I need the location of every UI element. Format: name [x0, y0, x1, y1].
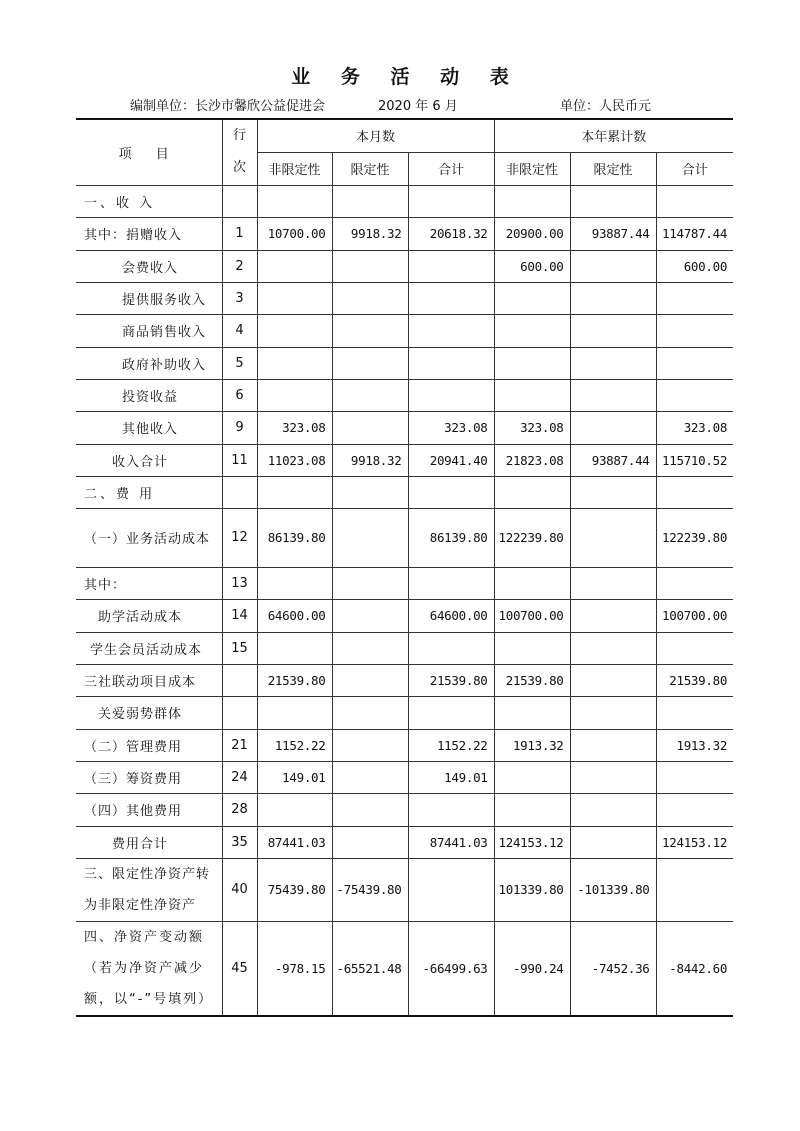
- cell-year-restricted: -7452.36: [570, 921, 656, 1016]
- cell-month-total: 149.01: [408, 761, 494, 793]
- business-activity-table: [76, 118, 733, 1017]
- cell-month-unrestricted: -978.15: [257, 921, 332, 1016]
- cell-month-total: [408, 793, 494, 826]
- currency-unit: 单位：人民币元: [560, 99, 652, 114]
- cell-year-unrestricted: [494, 185, 570, 217]
- cell-month-total: [408, 250, 494, 282]
- cell-year-restricted: [570, 379, 656, 411]
- cell-year-total: [656, 379, 733, 411]
- cell-year-total: [656, 282, 733, 314]
- cell-year-total: 124153.12: [656, 826, 733, 858]
- header-line-no: 行次: [222, 119, 257, 185]
- cell-month-restricted: [332, 476, 408, 508]
- table-row: [76, 508, 733, 567]
- row-label: 其中：捐赠收入: [76, 217, 222, 250]
- table-row: [76, 185, 733, 217]
- cell-year-unrestricted: [494, 567, 570, 599]
- cell-month-unrestricted: [257, 632, 332, 664]
- cell-year-total: [656, 696, 733, 729]
- cell-month-restricted: [332, 793, 408, 826]
- header-month-restricted: 限定性: [332, 152, 408, 185]
- cell-year-restricted: [570, 282, 656, 314]
- cell-year-total: [656, 858, 733, 921]
- row-label: 四、净资产变动额（若为净资产减少额，以“-”号填列）: [76, 921, 222, 1016]
- cell-year-total: 114787.44: [656, 217, 733, 250]
- cell-month-restricted: -75439.80: [332, 858, 408, 921]
- cell-year-unrestricted: [494, 282, 570, 314]
- row-line-no: 1: [222, 217, 257, 250]
- cell-month-unrestricted: [257, 347, 332, 379]
- cell-year-total: [656, 793, 733, 826]
- cell-year-total: [656, 347, 733, 379]
- cell-year-total: 21539.80: [656, 664, 733, 696]
- cell-month-unrestricted: 75439.80: [257, 858, 332, 921]
- cell-month-total: -66499.63: [408, 921, 494, 1016]
- cell-month-restricted: [332, 185, 408, 217]
- row-label: 三、限定性净资产转为非限定性净资产: [76, 858, 222, 921]
- cell-year-restricted: -101339.80: [570, 858, 656, 921]
- cell-year-unrestricted: 124153.12: [494, 826, 570, 858]
- cell-year-total: 323.08: [656, 411, 733, 444]
- row-line-no: 6: [222, 379, 257, 411]
- table-row: [76, 347, 733, 379]
- row-label: 会费收入: [76, 250, 222, 282]
- cell-year-restricted: [570, 250, 656, 282]
- cell-month-restricted: [332, 632, 408, 664]
- cell-year-total: -8442.60: [656, 921, 733, 1016]
- cell-year-unrestricted: 101339.80: [494, 858, 570, 921]
- cell-year-restricted: [570, 314, 656, 347]
- cell-year-restricted: [570, 826, 656, 858]
- cell-year-restricted: [570, 664, 656, 696]
- cell-month-unrestricted: [257, 696, 332, 729]
- cell-year-unrestricted: [494, 761, 570, 793]
- cell-year-restricted: [570, 185, 656, 217]
- cell-month-restricted: [332, 282, 408, 314]
- table-row: [76, 632, 733, 664]
- cell-month-restricted: 9918.32: [332, 217, 408, 250]
- cell-month-unrestricted: 149.01: [257, 761, 332, 793]
- cell-month-unrestricted: 86139.80: [257, 508, 332, 567]
- row-label: 关爱弱势群体: [76, 696, 222, 729]
- cell-month-total: 20941.40: [408, 444, 494, 476]
- cell-month-total: [408, 476, 494, 508]
- row-label: 收入合计: [76, 444, 222, 476]
- cell-year-unrestricted: [494, 632, 570, 664]
- cell-month-restricted: [332, 664, 408, 696]
- cell-year-restricted: [570, 793, 656, 826]
- cell-year-total: 1913.32: [656, 729, 733, 761]
- cell-year-total: [656, 567, 733, 599]
- cell-month-total: [408, 632, 494, 664]
- row-line-no: 13: [222, 567, 257, 599]
- row-line-no: [222, 664, 257, 696]
- row-line-no: 5: [222, 347, 257, 379]
- cell-month-unrestricted: [257, 282, 332, 314]
- row-label: 费用合计: [76, 826, 222, 858]
- cell-month-unrestricted: 1152.22: [257, 729, 332, 761]
- cell-month-restricted: [332, 379, 408, 411]
- table-row: [76, 567, 733, 599]
- cell-year-unrestricted: 100700.00: [494, 599, 570, 632]
- cell-month-total: [408, 696, 494, 729]
- row-label: （二）管理费用: [76, 729, 222, 761]
- row-line-no: 24: [222, 761, 257, 793]
- cell-month-unrestricted: [257, 476, 332, 508]
- row-line-no: 21: [222, 729, 257, 761]
- header-year: 本年累计数: [494, 119, 733, 152]
- header-month-unrestricted: 非限定性: [257, 152, 332, 185]
- cell-year-unrestricted: [494, 793, 570, 826]
- header-month-total: 合计: [408, 152, 494, 185]
- report-title: 业 务 活 动 表: [291, 66, 521, 88]
- cell-month-restricted: [332, 314, 408, 347]
- cell-month-restricted: -65521.48: [332, 921, 408, 1016]
- cell-month-total: [408, 858, 494, 921]
- row-line-no: 3: [222, 282, 257, 314]
- row-label: 投资收益: [76, 379, 222, 411]
- cell-year-total: 122239.80: [656, 508, 733, 567]
- row-label: 其中：: [76, 567, 222, 599]
- compiling-unit: 编制单位：长沙市馨欣公益促进会: [130, 99, 326, 114]
- row-line-no: 14: [222, 599, 257, 632]
- header-year-unrestricted: 非限定性: [494, 152, 570, 185]
- cell-month-total: [408, 185, 494, 217]
- cell-year-total: 115710.52: [656, 444, 733, 476]
- cell-month-restricted: [332, 696, 408, 729]
- cell-year-restricted: [570, 411, 656, 444]
- cell-year-restricted: [570, 476, 656, 508]
- cell-year-unrestricted: 323.08: [494, 411, 570, 444]
- cell-month-unrestricted: [257, 793, 332, 826]
- cell-month-total: [408, 567, 494, 599]
- cell-month-total: [408, 314, 494, 347]
- cell-month-total: 323.08: [408, 411, 494, 444]
- cell-year-unrestricted: [494, 347, 570, 379]
- cell-month-restricted: [332, 567, 408, 599]
- table-row: [76, 379, 733, 411]
- cell-year-restricted: [570, 508, 656, 567]
- table-row: [76, 696, 733, 729]
- cell-year-unrestricted: 122239.80: [494, 508, 570, 567]
- table-row: [76, 411, 733, 444]
- cell-month-total: 21539.80: [408, 664, 494, 696]
- table-row: [76, 250, 733, 282]
- table-row: [76, 664, 733, 696]
- header-year-total: 合计: [656, 152, 733, 185]
- cell-year-restricted: [570, 599, 656, 632]
- row-line-no: 2: [222, 250, 257, 282]
- cell-year-unrestricted: 1913.32: [494, 729, 570, 761]
- cell-year-restricted: 93887.44: [570, 444, 656, 476]
- cell-year-unrestricted: [494, 379, 570, 411]
- row-line-no: 45: [222, 921, 257, 1016]
- report-period: 2020 年 6 月: [378, 99, 458, 114]
- table-row: [76, 282, 733, 314]
- table-row: [76, 599, 733, 632]
- row-label: 提供服务收入: [76, 282, 222, 314]
- cell-month-unrestricted: 10700.00: [257, 217, 332, 250]
- cell-year-unrestricted: [494, 696, 570, 729]
- row-line-no: 35: [222, 826, 257, 858]
- cell-month-total: 1152.22: [408, 729, 494, 761]
- row-line-no: [222, 696, 257, 729]
- row-line-no: [222, 476, 257, 508]
- cell-year-restricted: [570, 347, 656, 379]
- cell-month-total: [408, 282, 494, 314]
- cell-month-restricted: [332, 599, 408, 632]
- cell-year-restricted: [570, 567, 656, 599]
- cell-month-total: [408, 379, 494, 411]
- cell-month-unrestricted: 323.08: [257, 411, 332, 444]
- cell-month-unrestricted: [257, 185, 332, 217]
- table-row: [76, 314, 733, 347]
- cell-month-restricted: [332, 508, 408, 567]
- cell-month-unrestricted: 21539.80: [257, 664, 332, 696]
- cell-month-total: [408, 347, 494, 379]
- table-row: [76, 921, 733, 1016]
- cell-month-unrestricted: [257, 314, 332, 347]
- table-row: [76, 217, 733, 250]
- cell-month-restricted: [332, 411, 408, 444]
- cell-month-total: 64600.00: [408, 599, 494, 632]
- row-label: 其他收入: [76, 411, 222, 444]
- table-row: [76, 858, 733, 921]
- header-item: 项 目: [76, 119, 222, 185]
- row-label: 助学活动成本: [76, 599, 222, 632]
- row-label: 一、收 入: [76, 185, 222, 217]
- row-label: 政府补助收入: [76, 347, 222, 379]
- cell-month-restricted: [332, 761, 408, 793]
- cell-month-unrestricted: [257, 567, 332, 599]
- row-label: 三社联动项目成本: [76, 664, 222, 696]
- cell-month-total: 20618.32: [408, 217, 494, 250]
- cell-year-total: 600.00: [656, 250, 733, 282]
- row-label: （一）业务活动成本: [76, 508, 222, 567]
- cell-year-total: [656, 476, 733, 508]
- cell-year-restricted: 93887.44: [570, 217, 656, 250]
- row-label: 商品销售收入: [76, 314, 222, 347]
- cell-year-unrestricted: [494, 476, 570, 508]
- table-row: [76, 444, 733, 476]
- table-row: [76, 793, 733, 826]
- table-row: [76, 729, 733, 761]
- cell-year-restricted: [570, 761, 656, 793]
- header-month: 本月数: [257, 119, 494, 152]
- cell-month-total: 86139.80: [408, 508, 494, 567]
- cell-month-unrestricted: 11023.08: [257, 444, 332, 476]
- cell-year-unrestricted: 20900.00: [494, 217, 570, 250]
- table-row: [76, 761, 733, 793]
- row-line-no: 12: [222, 508, 257, 567]
- row-label: （四）其他费用: [76, 793, 222, 826]
- cell-month-restricted: [332, 250, 408, 282]
- row-line-no: 9: [222, 411, 257, 444]
- cell-month-total: 87441.03: [408, 826, 494, 858]
- cell-year-unrestricted: 600.00: [494, 250, 570, 282]
- row-label: 学生会员活动成本: [76, 632, 222, 664]
- cell-year-restricted: [570, 696, 656, 729]
- cell-year-restricted: [570, 632, 656, 664]
- cell-year-unrestricted: 21539.80: [494, 664, 570, 696]
- row-label: 二、费 用: [76, 476, 222, 508]
- row-line-no: 4: [222, 314, 257, 347]
- cell-year-total: [656, 632, 733, 664]
- cell-month-restricted: [332, 826, 408, 858]
- cell-month-unrestricted: 64600.00: [257, 599, 332, 632]
- cell-month-restricted: [332, 729, 408, 761]
- table-row: [76, 826, 733, 858]
- cell-year-total: [656, 185, 733, 217]
- cell-month-unrestricted: [257, 250, 332, 282]
- cell-year-restricted: [570, 729, 656, 761]
- row-label: （三）筹资费用: [76, 761, 222, 793]
- row-line-no: 40: [222, 858, 257, 921]
- cell-month-unrestricted: [257, 379, 332, 411]
- cell-year-total: [656, 314, 733, 347]
- cell-year-unrestricted: -990.24: [494, 921, 570, 1016]
- cell-month-unrestricted: 87441.03: [257, 826, 332, 858]
- cell-month-restricted: 9918.32: [332, 444, 408, 476]
- header-year-restricted: 限定性: [570, 152, 656, 185]
- cell-month-restricted: [332, 347, 408, 379]
- row-line-no: 15: [222, 632, 257, 664]
- cell-year-total: 100700.00: [656, 599, 733, 632]
- table-row: [76, 476, 733, 508]
- row-line-no: 28: [222, 793, 257, 826]
- row-line-no: [222, 185, 257, 217]
- cell-year-total: [656, 761, 733, 793]
- cell-year-unrestricted: 21823.08: [494, 444, 570, 476]
- cell-year-unrestricted: [494, 314, 570, 347]
- row-line-no: 11: [222, 444, 257, 476]
